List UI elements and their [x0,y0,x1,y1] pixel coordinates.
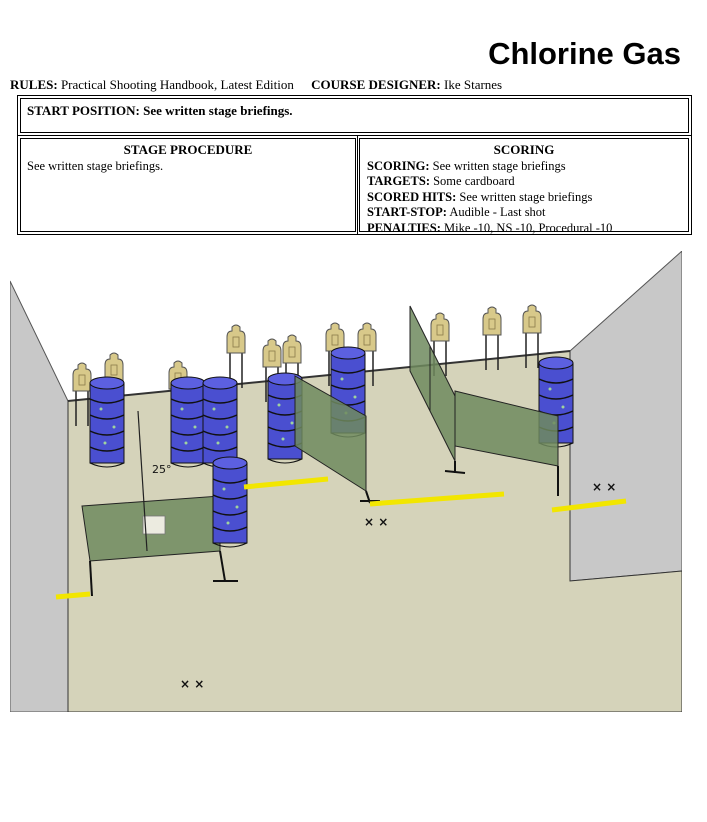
svg-text:× ×: × × [592,480,617,494]
angle-label: 25° [152,463,172,476]
scoring-box [357,135,692,235]
start-position-box [17,95,692,136]
rules-line [10,77,502,93]
rules-value: Practical Shooting Handbook, Latest Edition [60,77,294,92]
rules-label: RULES: [10,77,58,92]
stage-title: Chlorine Gas [488,36,681,71]
penalties-item: PENALTIES: Mike -10, NS -10, Procedural -10 [367,220,613,235]
start-stop-item: START-STOP: Audible - Last shot [367,205,546,219]
scored-hits-item: SCORED HITS: See written stage briefings [367,189,593,204]
svg-text:× ×: × × [180,677,205,691]
targets-item: TARGETS: Some cardboard [367,174,515,188]
stage-diagram [10,251,682,712]
start-position-text: START POSITION: See written stage briefings. [20,98,689,133]
scoring-header: SCORING [493,142,555,157]
stage-procedure-box [17,135,358,235]
stage-procedure-text: See written stage briefings. [27,159,164,173]
stage-procedure-header: STAGE PROCEDURE [123,142,253,157]
designer-value: Ike Starnes [444,77,503,92]
scoring-item: SCORING: See written stage briefings [367,158,566,173]
svg-text:× ×: × × [364,515,389,529]
designer-label: COURSE DESIGNER: [311,77,441,92]
